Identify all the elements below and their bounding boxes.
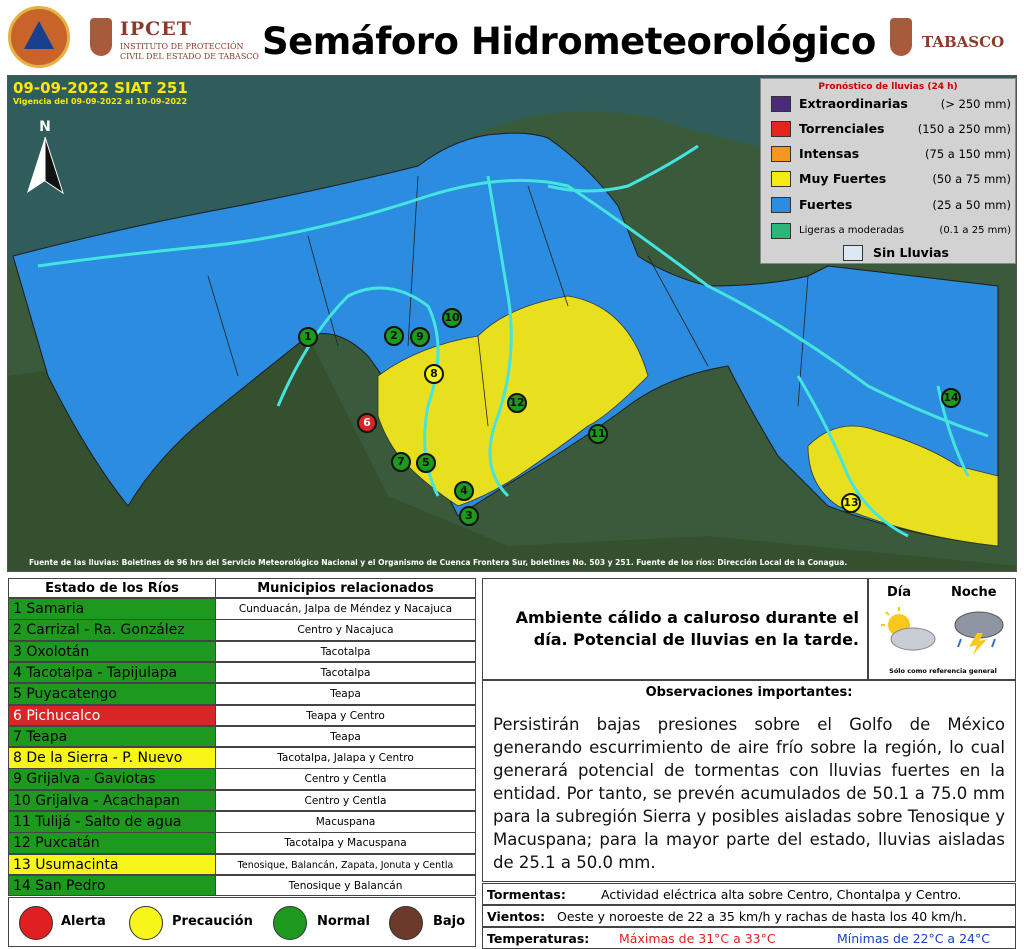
river-name: 14 San Pedro [8, 875, 216, 897]
legend-swatch [771, 121, 791, 137]
legend-item-name: Torrenciales [799, 121, 885, 136]
river-municipalities: Centro y Centla [216, 768, 476, 790]
org-short-name: IPCET [120, 18, 192, 40]
legend-swatch [843, 245, 863, 261]
river-name: 13 Usumacinta [8, 854, 216, 876]
legend-item-range: (50 a 75 mm) [932, 172, 1011, 186]
vientos-label: Vientos: [487, 909, 546, 924]
legend-item-name: Muy Fuertes [799, 171, 887, 186]
table-row [8, 747, 476, 769]
river-marker: 6 [357, 413, 377, 433]
alerta-dot-icon [19, 906, 53, 940]
river-marker: 7 [391, 452, 411, 472]
temperaturas-row [482, 927, 1016, 949]
table-row [8, 683, 476, 705]
legend-item-name: Intensas [799, 146, 860, 161]
table-row [8, 875, 476, 897]
legend-title: Pronóstico de lluvias (24 h) [818, 82, 958, 92]
bulletin-validity: Vigencia del 09-09-2022 al 10-09-2022 [13, 97, 188, 106]
legend-item [771, 144, 1011, 164]
table-row [8, 598, 476, 620]
river-municipalities: Tacotalpa [216, 641, 476, 663]
river-name: 9 Grijalva - Gaviotas [8, 768, 216, 790]
reference-note: Sólo como referencia general [889, 667, 997, 675]
legend-item-range: (25 a 50 mm) [932, 198, 1011, 212]
thunderstorm-icon [947, 607, 1009, 655]
table-row [8, 662, 476, 684]
river-marker: 14 [941, 388, 961, 408]
precaucion-dot-icon [129, 906, 163, 940]
river-municipalities: Macuspana [216, 811, 476, 833]
river-name: 11 Tulijá - Salto de agua [8, 811, 216, 833]
dia-label: Día [887, 585, 912, 600]
tabasco-crest-icon [90, 18, 112, 56]
river-name: 10 Grijalva - Acachapan [8, 790, 216, 812]
river-marker: 3 [459, 506, 479, 526]
river-municipalities: Centro y Centla [216, 790, 476, 812]
table-row [8, 726, 476, 748]
river-name: 3 Oxolotán [8, 641, 216, 663]
legend-item [771, 94, 1011, 114]
bajo-label: Bajo [433, 914, 466, 929]
legend-item-range: (> 250 mm) [940, 97, 1011, 111]
tormentas-row [482, 883, 1016, 905]
temperaturas-label: Temperaturas: [487, 931, 590, 946]
legend-item [771, 195, 1011, 215]
rain-legend [760, 78, 1016, 264]
ambiente-text: Ambiente cálido a caluroso durante el día. Potencial de lluvias en la tarde. [515, 608, 859, 649]
header [0, 0, 1024, 74]
page-title: Semáforo Hidrometeorológico [262, 20, 876, 63]
river-marker: 9 [410, 327, 430, 347]
river-marker: 4 [454, 481, 474, 501]
tabasco-crest-icon-right [890, 18, 912, 56]
table-row [8, 641, 476, 663]
river-name: 7 Teapa [8, 726, 216, 748]
precaucion-label: Precaución [172, 914, 253, 929]
table-row [8, 768, 476, 790]
vientos-row [482, 905, 1016, 927]
river-marker: 10 [442, 308, 462, 328]
legend-swatch [771, 96, 791, 112]
river-municipalities: Tenosique y Balancán [216, 875, 476, 897]
river-name: 8 De la Sierra - P. Nuevo [8, 747, 216, 769]
table-row [8, 811, 476, 833]
legend-item-range: (150 a 250 mm) [917, 122, 1011, 136]
river-name: 5 Puyacatengo [8, 683, 216, 705]
alerta-label: Alerta [61, 914, 106, 929]
river-municipalities: Centro y Nacajuca [216, 619, 476, 641]
river-marker: 5 [416, 453, 436, 473]
river-name: 2 Carrizal - Ra. González [8, 619, 216, 641]
river-municipalities: Teapa y Centro [216, 705, 476, 727]
river-marker: 2 [384, 326, 404, 346]
data-sources: Fuente de las lluvias: Boletines de 96 hrs del Servicio Meteorológico Nacional y el Organismo de Cuenca Frontera Sur, boletines No. 503 y 251. Fuente de los ríos: Dirección Local de la Conagua. [29, 558, 848, 567]
river-marker: 8 [424, 364, 444, 384]
normal-label: Normal [317, 914, 370, 929]
river-municipalities: Teapa [216, 683, 476, 705]
river-municipalities: Tenosique, Balancán, Zapata, Jonuta y Centla [216, 854, 476, 876]
status-legend [8, 897, 476, 947]
river-marker: 11 [588, 424, 608, 444]
river-marker: 12 [507, 393, 527, 413]
north-arrow-icon [23, 119, 67, 197]
tormentas-value: Actividad eléctrica alta sobre Centro, Chontalpa y Centro. [601, 887, 962, 902]
river-marker: 13 [841, 493, 861, 513]
proteccion-civil-logo [8, 6, 70, 68]
river-name: 12 Puxcatán [8, 832, 216, 854]
vientos-value: Oeste y noroeste de 22 a 35 km/h y rachas de hasta los 40 km/h. [557, 909, 967, 924]
legend-item-range: (75 a 150 mm) [925, 147, 1011, 161]
river-municipalities: Tacotalpa y Macuspana [216, 832, 476, 854]
river-table-header-name: Estado de los Ríos [8, 578, 216, 598]
legend-item [771, 169, 1011, 189]
partly-cloudy-icon [877, 607, 939, 655]
bajo-dot-icon [389, 906, 423, 940]
observations-box [482, 680, 1016, 882]
legend-item [771, 243, 1011, 263]
table-row [8, 705, 476, 727]
legend-item-name: Extraordinarias [799, 96, 908, 111]
river-municipalities: Tacotalpa, Jalapa y Centro [216, 747, 476, 769]
org-full-name: INSTITUTO DE PROTECCIÓN CIVIL DEL ESTADO DE TABASCO [120, 42, 259, 61]
river-table-header-munis: Municipios relacionados [216, 578, 476, 598]
legend-swatch [771, 146, 791, 162]
table-row [8, 854, 476, 876]
north-label: N [39, 119, 51, 135]
river-marker: 1 [298, 327, 318, 347]
legend-item-name: Sin Lluvias [873, 245, 949, 260]
state-name: TABASCO [922, 33, 1005, 51]
day-night-box [868, 578, 1016, 680]
normal-dot-icon [273, 906, 307, 940]
legend-item-range: (0.1 a 25 mm) [939, 225, 1011, 236]
legend-item-name: Fuertes [799, 197, 853, 212]
river-municipalities: Tacotalpa [216, 662, 476, 684]
ambiente-box [482, 578, 868, 680]
legend-swatch [771, 171, 791, 187]
temp-max-value: Máximas de 31°C a 33°C [619, 931, 776, 946]
river-municipalities: Teapa [216, 726, 476, 748]
noche-label: Noche [951, 585, 997, 600]
river-municipalities: Cunduacán, Jalpa de Méndez y Nacajuca [216, 598, 476, 620]
observations-title: Observaciones importantes: [645, 685, 853, 700]
river-name: 1 Samaria [8, 598, 216, 620]
observations-text: Persistirán bajas presiones sobre el Golfo de México generando escurrimiento de aire frío sobre la región, lo cual generará potencial de tormentas con lluvias fuertes en la entidad. Por tanto, se prevén acumulados de 50.1 a 75.0 mm para la subregión Sierra y posibles aisladas sobre Tenosique y Macuspana; para la mayor parte del estado, lluvias aisladas de 25.1 a 50.0 mm. [493, 715, 1005, 872]
table-row [8, 832, 476, 854]
river-name: 4 Tacotalpa - Tapijulapa [8, 662, 216, 684]
table-row [8, 790, 476, 812]
table-row [8, 619, 476, 641]
legend-item [771, 221, 1011, 241]
legend-swatch [771, 197, 791, 213]
legend-swatch [771, 223, 791, 239]
tormentas-label: Tormentas: [487, 887, 566, 902]
temp-min-value: Mínimas de 22°C a 24°C [837, 931, 990, 946]
bulletin-date: 09-09-2022 SIAT 251 [13, 79, 188, 97]
legend-item-name: Ligeras a moderadas [799, 225, 905, 236]
legend-item [771, 119, 1011, 139]
river-name: 6 Pichucalco [8, 705, 216, 727]
